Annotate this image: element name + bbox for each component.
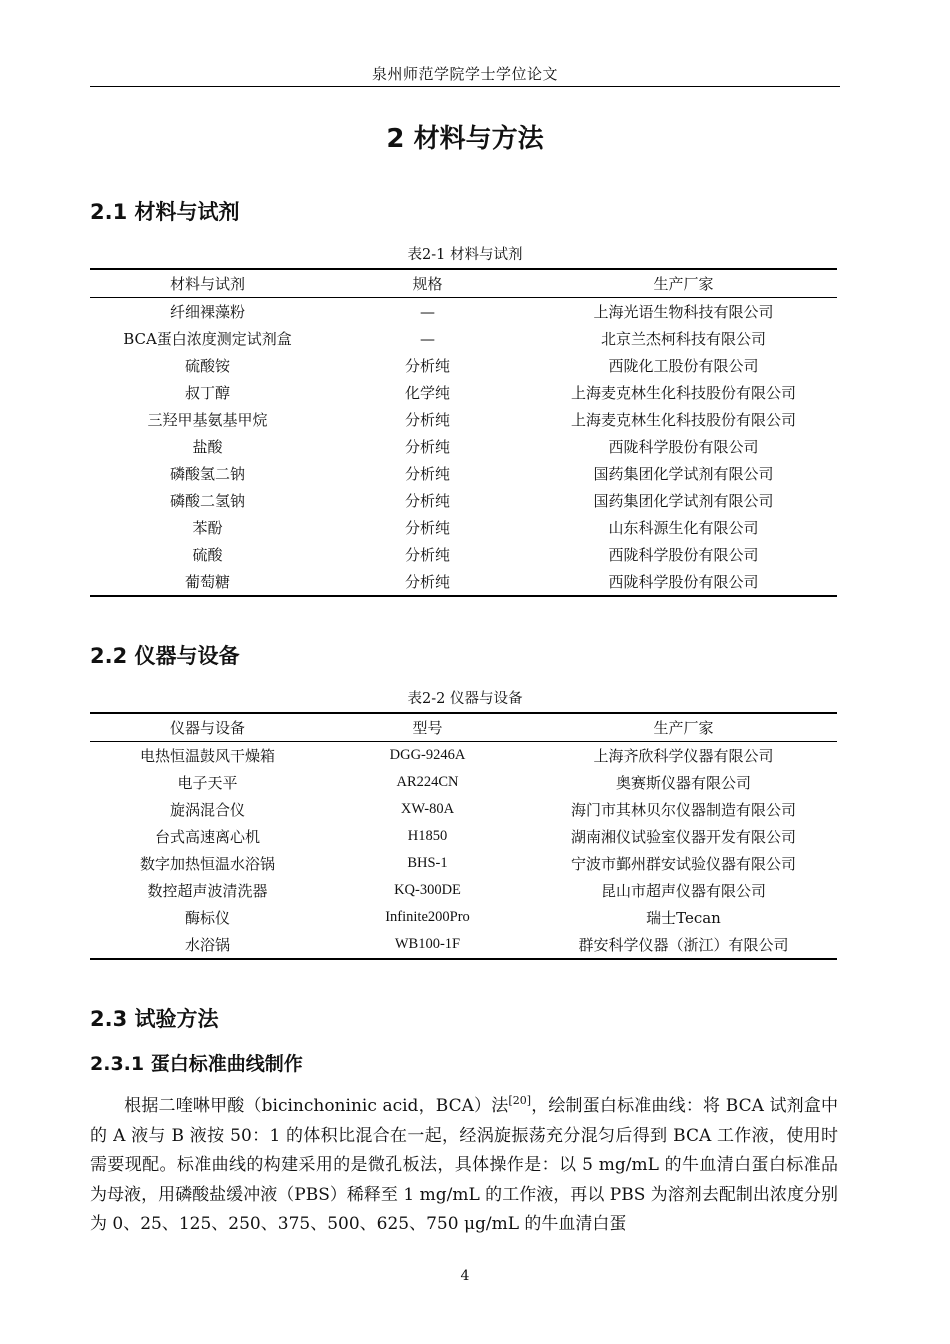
materials-table-body (90, 298, 837, 597)
instruments-table (90, 712, 837, 960)
table-cell: 奥赛斯仪器有限公司 (615, 774, 751, 792)
table-cell: 盐酸 (192, 438, 223, 456)
table-cell: 化学纯 (404, 384, 450, 402)
table-cell: — (420, 302, 435, 321)
table-row (90, 877, 837, 904)
table-cell: 分析纯 (404, 411, 450, 429)
table-row (90, 742, 837, 770)
table-cell: Infinite200Pro (385, 909, 470, 925)
table-cell: 上海麦克林生化科技股份有限公司 (570, 411, 796, 429)
table-cell: 昆山市超声仪器有限公司 (600, 882, 766, 900)
running-header: 泉州师范学院学士学位论文 (371, 65, 558, 83)
table-cell: 旋涡混合仪 (169, 801, 245, 819)
table-cell: 山东科源生化有限公司 (608, 519, 759, 537)
table-cell: 分析纯 (404, 492, 450, 510)
table-row (90, 568, 837, 596)
table-cell: 电热恒温鼓风干燥箱 (139, 747, 275, 765)
table-cell: 国药集团化学试剂有限公司 (593, 465, 774, 483)
table-cell: 电子天平 (177, 774, 238, 792)
table-row (90, 379, 837, 406)
column-header: 材料与试剂 (169, 275, 245, 293)
table-row (90, 823, 837, 850)
body-paragraph (90, 1092, 838, 1240)
table-row (90, 487, 837, 514)
subsection-heading: 2.3.1 蛋白标准曲线制作 (90, 1053, 303, 1075)
table-row (90, 514, 837, 541)
section-heading-materials: 2.1 材料与试剂 (90, 200, 240, 224)
column-header: 生产厂家 (653, 275, 714, 293)
table-cell: 上海齐欣科学仪器有限公司 (593, 747, 774, 765)
table-cell: 苯酚 (192, 519, 223, 537)
table2-caption: 表2-2 仪器与设备 (407, 691, 523, 707)
section-heading-instruments: 2.2 仪器与设备 (90, 644, 240, 668)
table-cell: 分析纯 (404, 357, 450, 375)
table-cell: 硫酸 (192, 546, 223, 564)
table-cell: 磷酸二氢钠 (169, 492, 245, 510)
table-cell: 分析纯 (404, 465, 450, 483)
table-cell: 北京兰杰柯科技有限公司 (600, 330, 766, 348)
table-row (90, 460, 837, 487)
table-cell: 台式高速离心机 (154, 828, 260, 846)
table-cell: 磷酸氢二钠 (169, 465, 245, 483)
table-cell: — (420, 329, 435, 348)
table-header-row (90, 713, 837, 742)
table-cell: 西陇科学股份有限公司 (608, 546, 759, 564)
table-row (90, 541, 837, 568)
citation-reference[interactable]: [20] (508, 1094, 532, 1107)
materials-table (90, 268, 837, 597)
table-cell: 上海麦克林生化科技股份有限公司 (570, 384, 796, 402)
table-cell: BHS-1 (407, 855, 448, 871)
table-row (90, 931, 837, 959)
table-cell: 数控超声波清洗器 (147, 882, 268, 900)
instruments-table-body (90, 742, 837, 960)
table-cell: 葡萄糖 (184, 573, 230, 591)
table-cell: WB100-1F (394, 936, 461, 952)
table-cell: 国药集团化学试剂有限公司 (593, 492, 774, 510)
column-header: 规格 (412, 275, 443, 293)
table-cell: 分析纯 (404, 519, 450, 537)
table-row (90, 352, 837, 379)
table-cell: KQ-300DE (394, 882, 461, 898)
table-row (90, 769, 837, 796)
table-cell: 分析纯 (404, 546, 450, 564)
table-cell: BCA蛋白浓度测定试剂盒 (123, 330, 292, 348)
table-cell: 上海光语生物科技有限公司 (593, 303, 774, 321)
table-cell: 西陇化工股份有限公司 (608, 357, 759, 375)
table1-caption: 表2-1 材料与试剂 (407, 247, 523, 263)
table-cell: H1850 (407, 828, 448, 844)
paragraph-text: ，绘制蛋白标准曲线：将 BCA 试剂盒中的 A 液与 B 液按 50：1 的体积比混合在一起，经涡旋振荡充分混匀后得到 BCA 工作液，使用时需要现配。标准曲线的构建采用的是微孔板法，具体操作是：以 5 mg/mL 的牛血清白蛋白标准品为母液，用磷酸盐缓冲液（PBS）稀释至 1 mg/mL 的工作液，再以 PBS 为溶剂去配制出浓度分别为 0、25、125、250、375、500、625、750 μg/mL 的牛血清白蛋 (90, 1096, 838, 1234)
table-cell: 纤细裸藻粉 (169, 303, 245, 321)
table-row (90, 406, 837, 433)
table-cell: 西陇科学股份有限公司 (608, 573, 759, 591)
table-row (90, 850, 837, 877)
table-cell: AR224CN (396, 774, 459, 790)
table-cell: 数字加热恒温水浴锅 (139, 855, 275, 873)
table-cell: 瑞士Tecan (646, 909, 721, 927)
table-cell: 海门市其林贝尔仪器制造有限公司 (570, 801, 796, 819)
table-cell: 水浴锅 (184, 936, 230, 954)
table-row (90, 325, 837, 352)
table-header-row (90, 269, 837, 298)
section-heading-methods: 2.3 试验方法 (90, 1007, 219, 1031)
table-row (90, 433, 837, 460)
table-row (90, 904, 837, 931)
table-cell: 酶标仪 (184, 909, 230, 927)
column-header: 仪器与设备 (169, 719, 245, 737)
table-cell: 三羟甲基氨基甲烷 (147, 411, 268, 429)
table-cell: 西陇科学股份有限公司 (608, 438, 759, 456)
table-cell: 硫酸铵 (184, 357, 230, 375)
table-row (90, 298, 837, 326)
column-header: 生产厂家 (653, 719, 714, 737)
chapter-title: 2 材料与方法 (386, 124, 544, 154)
table-cell: 宁波市鄞州群安试验仪器有限公司 (570, 855, 796, 873)
header-rule (90, 86, 840, 87)
page-number: 4 (460, 1268, 470, 1284)
table-cell: 叔丁醇 (184, 384, 230, 402)
table-row (90, 796, 837, 823)
table-cell: 分析纯 (404, 573, 450, 591)
table-cell: DGG-9246A (389, 747, 466, 763)
table-cell: 群安科学仪器（浙江）有限公司 (578, 936, 789, 954)
table-cell: XW-80A (400, 801, 455, 817)
table-cell: 分析纯 (404, 438, 450, 456)
paragraph-text: 根据二喹啉甲酸（bicinchoninic acid，BCA）法 (124, 1096, 509, 1116)
table-cell: 湖南湘仪试验室仪器开发有限公司 (570, 828, 796, 846)
column-header: 型号 (412, 719, 443, 737)
